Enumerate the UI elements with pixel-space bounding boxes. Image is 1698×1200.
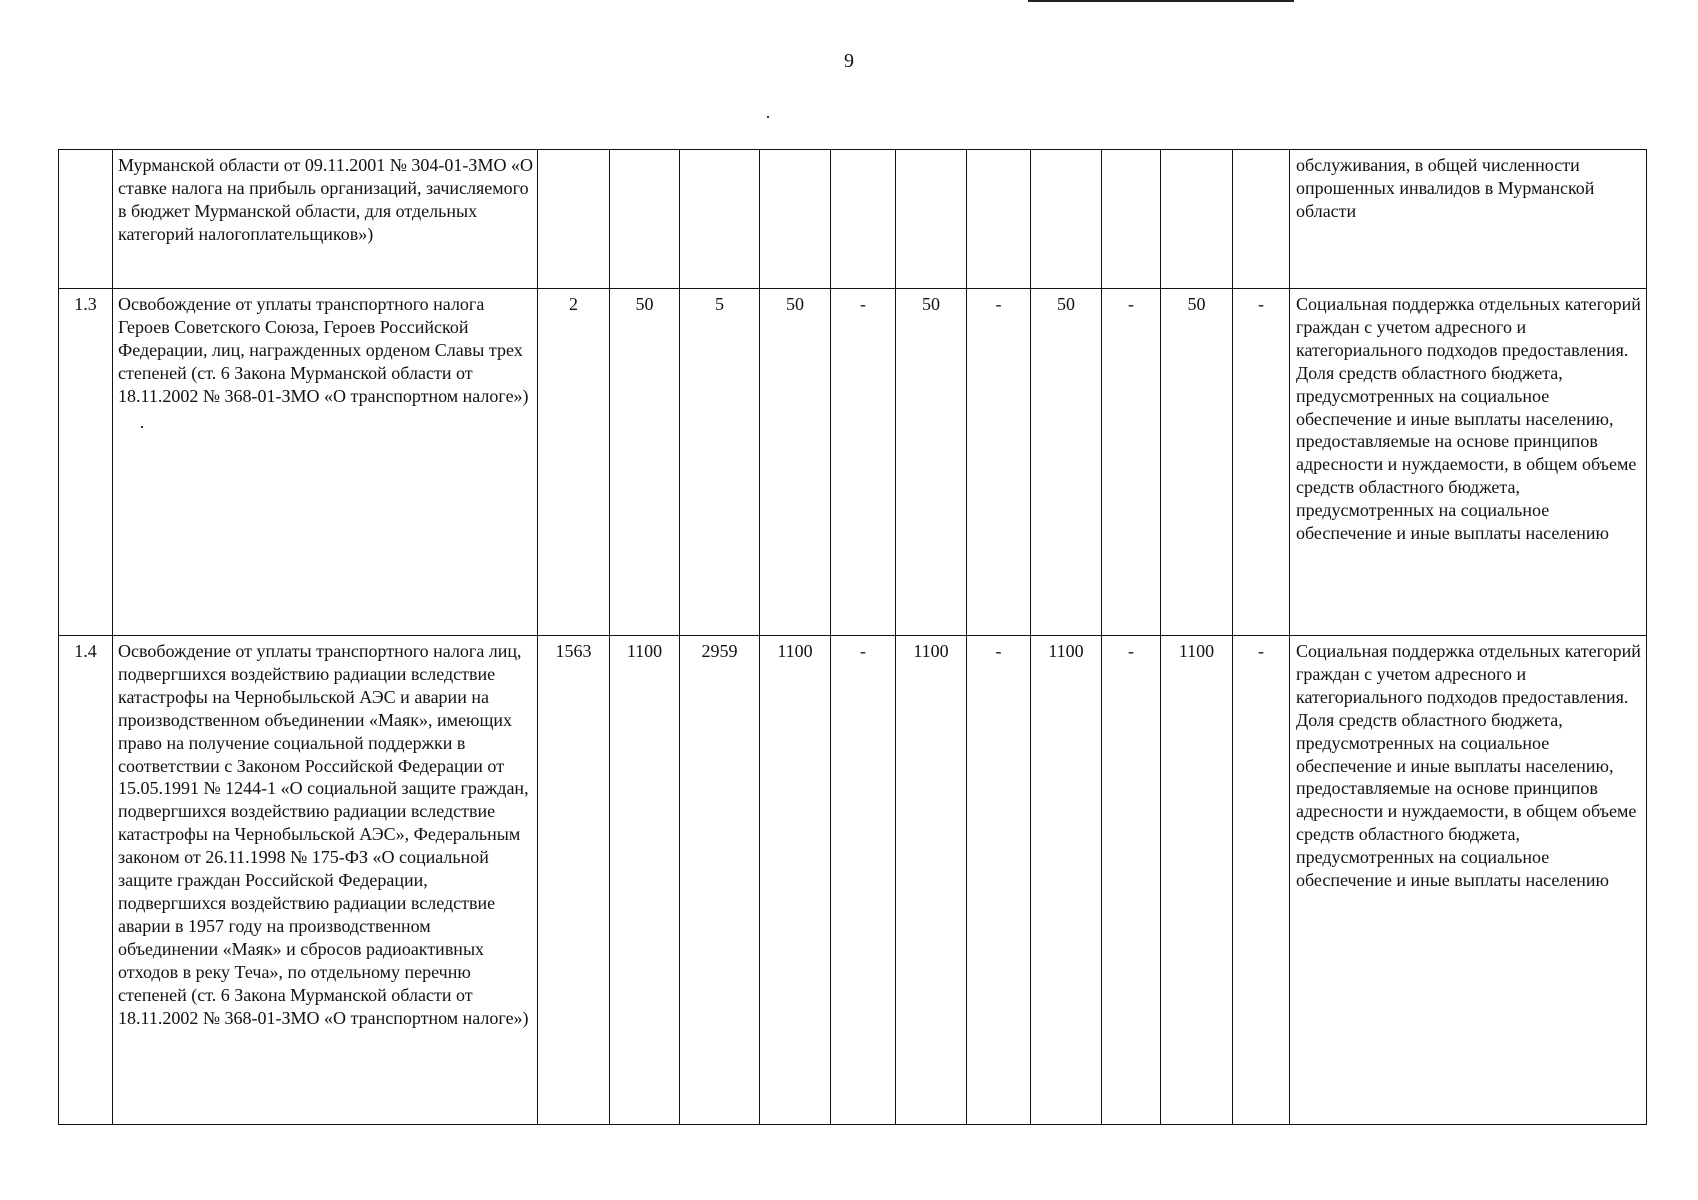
value-cell: [1233, 150, 1290, 289]
row-index: 1.3: [59, 289, 113, 636]
row-description: Мурманской области от 09.11.2001 № 304-01-ЗМО «О ставке налога на прибыль организаций, зачисляемого в бюджет Мурманской области, для отдельных категорий налогоплательщиков»): [113, 150, 538, 289]
row-indicator: [1290, 636, 1647, 1125]
indicator-paragraph: Социальная поддержка отдельных категорий граждан с учетом адресного и категориального подходов предоставления.: [1296, 641, 1641, 707]
value-cell: -: [967, 636, 1031, 1125]
value-cell: [760, 150, 831, 289]
value-cell: 2: [538, 289, 610, 636]
row-index: 1.4: [59, 636, 113, 1125]
value-cell: [896, 150, 967, 289]
value-cell: 1100: [760, 636, 831, 1125]
row-description: Освобождение от уплаты транспортного налога Героев Советского Союза, Героев Российской Федерации, лиц, награжденных орденом Славы трех степеней (ст. 6 Закона Мурманской области от 18.11.2002 № 368-01-ЗМО «О транспортном налоге»): [118, 294, 529, 406]
indicator-paragraph: обслуживания, в общей численности опрошенных инвалидов в Мурманской области: [1296, 155, 1595, 221]
row-indicator: [1290, 289, 1647, 636]
value-cell: 50: [1031, 289, 1102, 636]
table-row: [59, 150, 1647, 289]
value-cell: -: [1233, 636, 1290, 1125]
table-row: [59, 636, 1647, 1125]
row-description: Освобождение от уплаты транспортного налога лиц, подвергшихся воздействию радиации вследствие катастрофы на Чернобыльской АЭС и аварии на производственном объединении «Маяк», имеющих право на получение социальной поддержки в соответствии с Законом Российской Федерации от 15.05.1991 № 1244-1 «О социальной защите граждан, подвергшихся воздействию радиации вследствие катастрофы на Чернобыльской АЭС», Федеральным законом от 26.11.1998 № 175-ФЗ «О социальной защите граждан Российской Федерации, подвергшихся воздействию радиации вследствие аварии в 1957 году на производственном объединении «Маяк» и сбросов радиоактивных отходов в реку Теча», по отдельному перечню степеней (ст. 6 Закона Мурманской области от 18.11.2002 № 368-01-ЗМО «О транспортном налоге»): [113, 636, 538, 1125]
value-cell: [610, 150, 680, 289]
row-index: [59, 150, 113, 289]
value-cell: -: [1233, 289, 1290, 636]
top-rule-line: [1028, 0, 1294, 2]
value-cell: 50: [1161, 289, 1233, 636]
value-cell: -: [967, 289, 1031, 636]
indicator-paragraph: Доля средств областного бюджета, предусмотренных на социальное обеспечение и иные выплаты населению, предоставляемые на основе принципов адресности и нуждаемости, в общем объеме средств областного бюджета, предусмотренных на социальное обеспечение и иные выплаты населению: [1296, 362, 1637, 544]
value-cell: -: [831, 289, 896, 636]
value-cell: 50: [896, 289, 967, 636]
indicator-paragraph: Доля средств областного бюджета, предусмотренных на социальное обеспечение и иные выплаты населению, предоставляемые на основе принципов адресности и нуждаемости, в общем объеме средств областного бюджета, предусмотренных на социальное обеспечение и иные выплаты населению: [1296, 709, 1637, 891]
value-cell: 1100: [610, 636, 680, 1125]
scan-dot: [141, 426, 143, 428]
value-cell: [1161, 150, 1233, 289]
value-cell: 50: [760, 289, 831, 636]
table-row: [59, 289, 1647, 636]
value-cell: 1100: [1031, 636, 1102, 1125]
value-cell: [967, 150, 1031, 289]
value-cell: -: [1102, 289, 1161, 636]
value-cell: 5: [680, 289, 760, 636]
value-cell: -: [831, 636, 896, 1125]
value-cell: 1563: [538, 636, 610, 1125]
indicator-paragraph: Социальная поддержка отдельных категорий граждан с учетом адресного и категориального подходов предоставления.: [1296, 294, 1641, 360]
row-indicator: [1290, 150, 1647, 289]
page-number: 9: [844, 50, 854, 72]
value-cell: 1100: [896, 636, 967, 1125]
value-cell: [538, 150, 610, 289]
value-cell: 1100: [1161, 636, 1233, 1125]
scan-dot: [767, 116, 769, 118]
value-cell: 2959: [680, 636, 760, 1125]
row-description-cell: [113, 289, 538, 636]
value-cell: [680, 150, 760, 289]
value-cell: -: [1102, 636, 1161, 1125]
value-cell: [1031, 150, 1102, 289]
value-cell: 50: [610, 289, 680, 636]
value-cell: [831, 150, 896, 289]
tax-benefits-table: [58, 149, 1647, 1125]
value-cell: [1102, 150, 1161, 289]
